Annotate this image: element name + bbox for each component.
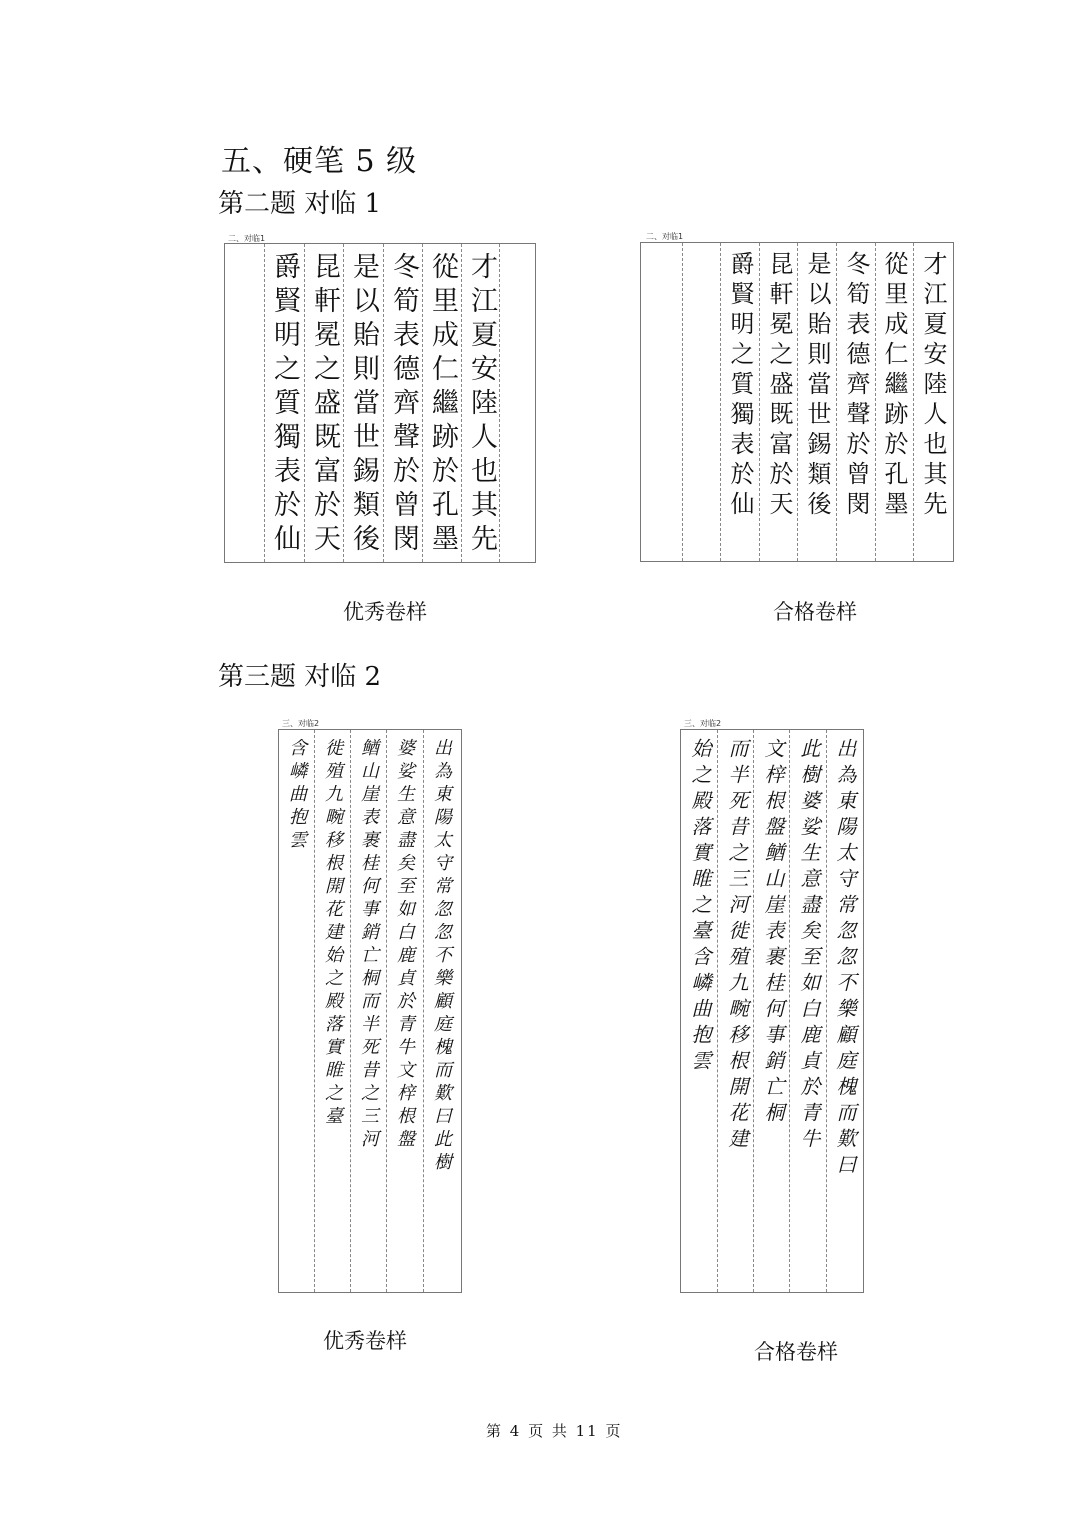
q2-excellent-sample-sheet — [222, 230, 538, 568]
sheet-label: 三、对临2 — [282, 719, 320, 728]
writing-grid — [278, 729, 462, 1293]
calligraphy-column: 䲡山崖表裹桂何事銷亡桐而半死昔之三河 — [358, 738, 379, 1152]
calligraphy-column: 昆軒冕之盛既富於天 — [309, 252, 340, 558]
q2-pass-caption: 合格卷样 — [773, 600, 857, 624]
writing-grid — [680, 729, 864, 1293]
calligraphy-column: 從里成仁繼跡於孔墨 — [880, 251, 908, 521]
writing-grid — [640, 242, 954, 562]
calligraphy-column: 含嶙曲抱雲 — [286, 738, 307, 853]
calligraphy-column: 出為東陽太守常忽忽不樂顧庭槐而歎曰 — [833, 738, 857, 1180]
question-3-title: 第三题 对临 2 — [218, 662, 382, 692]
sheet-label: 三、对临2 — [684, 719, 722, 728]
calligraphy-column: 是以貽則當世錫類後 — [803, 251, 831, 521]
calligraphy-column: 從里成仁繼跡於孔墨 — [427, 252, 458, 558]
q3-pass-sample-sheet — [680, 716, 866, 1296]
sheet-label: 二、对临1 — [646, 232, 684, 241]
q3-pass-caption: 合格卷样 — [754, 1340, 838, 1364]
page-footer: 第 4 页 共 11 页 — [486, 1422, 623, 1440]
sheet-label: 二、对临1 — [228, 234, 266, 243]
calligraphy-column: 婆娑生意盡矣至如白鹿貞於青牛文梓根盤 — [394, 738, 415, 1152]
calligraphy-column: 才江夏安陸人也其先 — [919, 251, 947, 521]
writing-grid — [224, 243, 536, 563]
calligraphy-column: 文梓根盤䲡山崖表裹桂何事銷亡桐 — [761, 738, 785, 1128]
calligraphy-column: 昆軒冕之盛既富於天 — [765, 251, 793, 521]
calligraphy-column: 出為東陽太守常忽忽不樂顧庭槐而歎曰此樹 — [431, 738, 452, 1175]
q3-excellent-sample-sheet — [278, 716, 464, 1296]
calligraphy-column: 爵賢明之質獨表於仙 — [269, 252, 300, 558]
calligraphy-column: 此樹婆娑生意盡矣至如白鹿貞於青牛 — [797, 738, 821, 1154]
calligraphy-column: 冬筍表德齊聲於曾閔 — [388, 252, 419, 558]
calligraphy-column: 是以貽則當世錫類後 — [348, 252, 379, 558]
q2-excellent-caption: 优秀卷样 — [343, 600, 427, 624]
calligraphy-column: 才江夏安陸人也其先 — [466, 252, 497, 558]
calligraphy-column: 而半死昔之三河徙殖九畹移根開花建 — [725, 738, 749, 1154]
q2-pass-sample-sheet — [638, 228, 956, 566]
section-heading: 五、硬笔 5 级 — [221, 144, 418, 179]
q3-excellent-caption: 优秀卷样 — [323, 1329, 407, 1353]
calligraphy-column: 爵賢明之質獨表於仙 — [726, 251, 754, 521]
calligraphy-column: 徙殖九畹移根開花建始之殿落實睢之臺 — [322, 738, 343, 1129]
question-2-title: 第二题 对临 1 — [218, 189, 382, 219]
calligraphy-column: 始之殿落實睢之臺含嶙曲抱雲 — [688, 738, 712, 1076]
calligraphy-column: 冬筍表德齊聲於曾閔 — [842, 251, 870, 521]
